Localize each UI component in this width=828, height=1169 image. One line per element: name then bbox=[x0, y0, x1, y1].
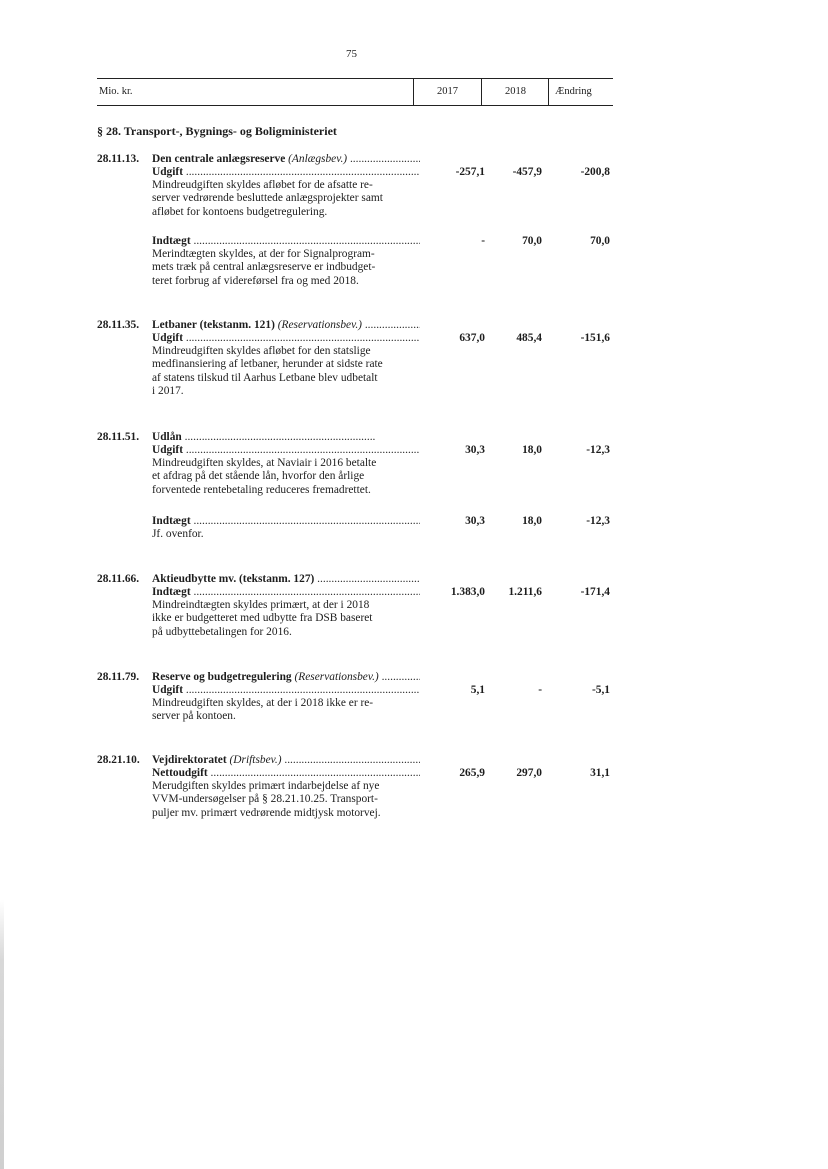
value-change: -5,1 bbox=[591, 684, 610, 696]
value-2018: 18,0 bbox=[522, 515, 542, 527]
entry-title bbox=[152, 153, 420, 166]
line-label: Indtægt ..... bbox=[152, 515, 420, 528]
entry-title-text: Aktieudbytte mv. (tekstanm. 127) bbox=[152, 573, 315, 585]
value-2017: 265,9 bbox=[459, 767, 485, 779]
entry-title bbox=[152, 671, 420, 684]
entry-title bbox=[152, 573, 420, 586]
line-description: Merudgiften skyldes primært indarbejdelse af nye VVM-undersøgelser på § 28.21.10.25. Transport- puljer mv. primært vedrørende midtjysk motorvej. bbox=[152, 780, 381, 819]
value-2017: 5,1 bbox=[470, 684, 485, 696]
column-2017-header: 2017 bbox=[437, 86, 458, 97]
entry-title-text: Udlån bbox=[152, 431, 182, 443]
value-change: -151,6 bbox=[580, 332, 610, 344]
value-2017: -257,1 bbox=[455, 166, 485, 178]
entry-title bbox=[152, 319, 420, 332]
value-2018: 1.211,6 bbox=[508, 586, 542, 598]
value-2018: 18,0 bbox=[522, 444, 542, 456]
line-label: Udgift ..... bbox=[152, 684, 420, 697]
value-2018: 485,4 bbox=[516, 332, 542, 344]
value-2018: 70,0 bbox=[522, 235, 542, 247]
unit-label: Mio. kr. bbox=[99, 86, 133, 97]
section-title: § 28. Transport-, Bygnings- og Boligministeriet bbox=[97, 124, 337, 138]
line-description: Merindtægten skyldes, at der for Signalprogram- mets træk på central anlægsreserve er indbudget- teret forbrug af videreførsel fra og med 2018. bbox=[152, 248, 376, 287]
entry-line bbox=[152, 332, 420, 398]
line-label: Udgift ..... bbox=[152, 444, 420, 457]
value-2017: 30,3 bbox=[465, 515, 485, 527]
entry-title-text: Letbaner (tekstanm. 121) bbox=[152, 319, 275, 331]
scan-edge-shadow bbox=[0, 0, 4, 1169]
entry-appropriation-type: (Reservationsbev.) bbox=[294, 671, 379, 683]
page-number: 75 bbox=[346, 48, 357, 60]
entry-appropriation-type: (Reservationsbev.) bbox=[277, 319, 362, 331]
value-change: 70,0 bbox=[590, 235, 610, 247]
value-2017: 30,3 bbox=[465, 444, 485, 456]
account-code: 28.11.51. bbox=[97, 431, 140, 443]
column-divider bbox=[413, 79, 414, 105]
value-2017: 637,0 bbox=[459, 332, 485, 344]
account-code: 28.21.10. bbox=[97, 754, 140, 766]
value-change: -200,8 bbox=[580, 166, 610, 178]
entry-line bbox=[152, 586, 420, 639]
line-description: Jf. ovenfor. bbox=[152, 528, 204, 541]
line-description: Mindreudgiften skyldes, at Naviair i 2016 betalte et afdrag på det stående lån, hvorfor den årlige forventede rentebetaling reduceres fremadrettet. bbox=[152, 457, 377, 496]
column-divider bbox=[548, 79, 549, 105]
value-change: -12,3 bbox=[586, 444, 610, 456]
entry-appropriation-type: (Driftsbev.) bbox=[229, 754, 282, 766]
entry-line bbox=[152, 767, 420, 820]
column-change-header: Ændring bbox=[555, 86, 592, 97]
line-description: Mindreudgiften skyldes afløbet for de afsatte re- server vedrørende besluttede anlægsprojekter samt afløbet for kontoens budgetregulering. bbox=[152, 179, 383, 218]
line-label: Indtægt ..... bbox=[152, 586, 420, 599]
line-description: Mindreindtægten skyldes primært, at der i 2018 ikke er budgetteret med udbytte fra DSB baseret på udbyttebetalingen for 2016. bbox=[152, 599, 373, 638]
entry-line bbox=[152, 684, 420, 724]
line-label: Indtægt ..... bbox=[152, 235, 420, 248]
entry-title bbox=[152, 754, 420, 767]
account-code: 28.11.35. bbox=[97, 319, 140, 331]
line-label: Udgift ..... bbox=[152, 166, 420, 179]
column-2018-header: 2018 bbox=[505, 86, 526, 97]
account-code: 28.11.79. bbox=[97, 671, 140, 683]
entry-title-text: Vejdirektoratet bbox=[152, 754, 227, 766]
column-divider bbox=[481, 79, 482, 105]
line-description: Mindreudgiften skyldes, at der i 2018 ikke er re- server på kontoen. bbox=[152, 697, 374, 723]
line-label: Nettoudgift ..... bbox=[152, 767, 420, 780]
value-change: -171,4 bbox=[580, 586, 610, 598]
entry-line bbox=[152, 166, 420, 219]
value-2017: - bbox=[481, 235, 485, 247]
account-code: 28.11.66. bbox=[97, 573, 140, 585]
entry-title-text: Den centrale anlægsreserve bbox=[152, 153, 286, 165]
entry-line bbox=[152, 515, 420, 541]
account-code: 28.11.13. bbox=[97, 153, 140, 165]
value-2018: 297,0 bbox=[516, 767, 542, 779]
line-label: Udgift ..... bbox=[152, 332, 420, 345]
entry-line bbox=[152, 444, 420, 497]
value-2018: -457,9 bbox=[512, 166, 542, 178]
table-header bbox=[97, 78, 613, 106]
value-2017: 1.383,0 bbox=[450, 586, 485, 598]
entry-title bbox=[152, 431, 420, 444]
line-description: Mindreudgiften skyldes afløbet for den statslige medfinansiering af letbaner, herunder at sidste rate af statens tilskud til Aarhus Letbane blev udbetalt i 2017. bbox=[152, 345, 383, 397]
entry-appropriation-type: (Anlægsbev.) bbox=[288, 153, 348, 165]
value-change: -12,3 bbox=[586, 515, 610, 527]
entry-title-text: Reserve og budgetregulering bbox=[152, 671, 292, 683]
value-2018: - bbox=[538, 684, 542, 696]
value-change: 31,1 bbox=[590, 767, 610, 779]
entry-line bbox=[152, 235, 420, 288]
